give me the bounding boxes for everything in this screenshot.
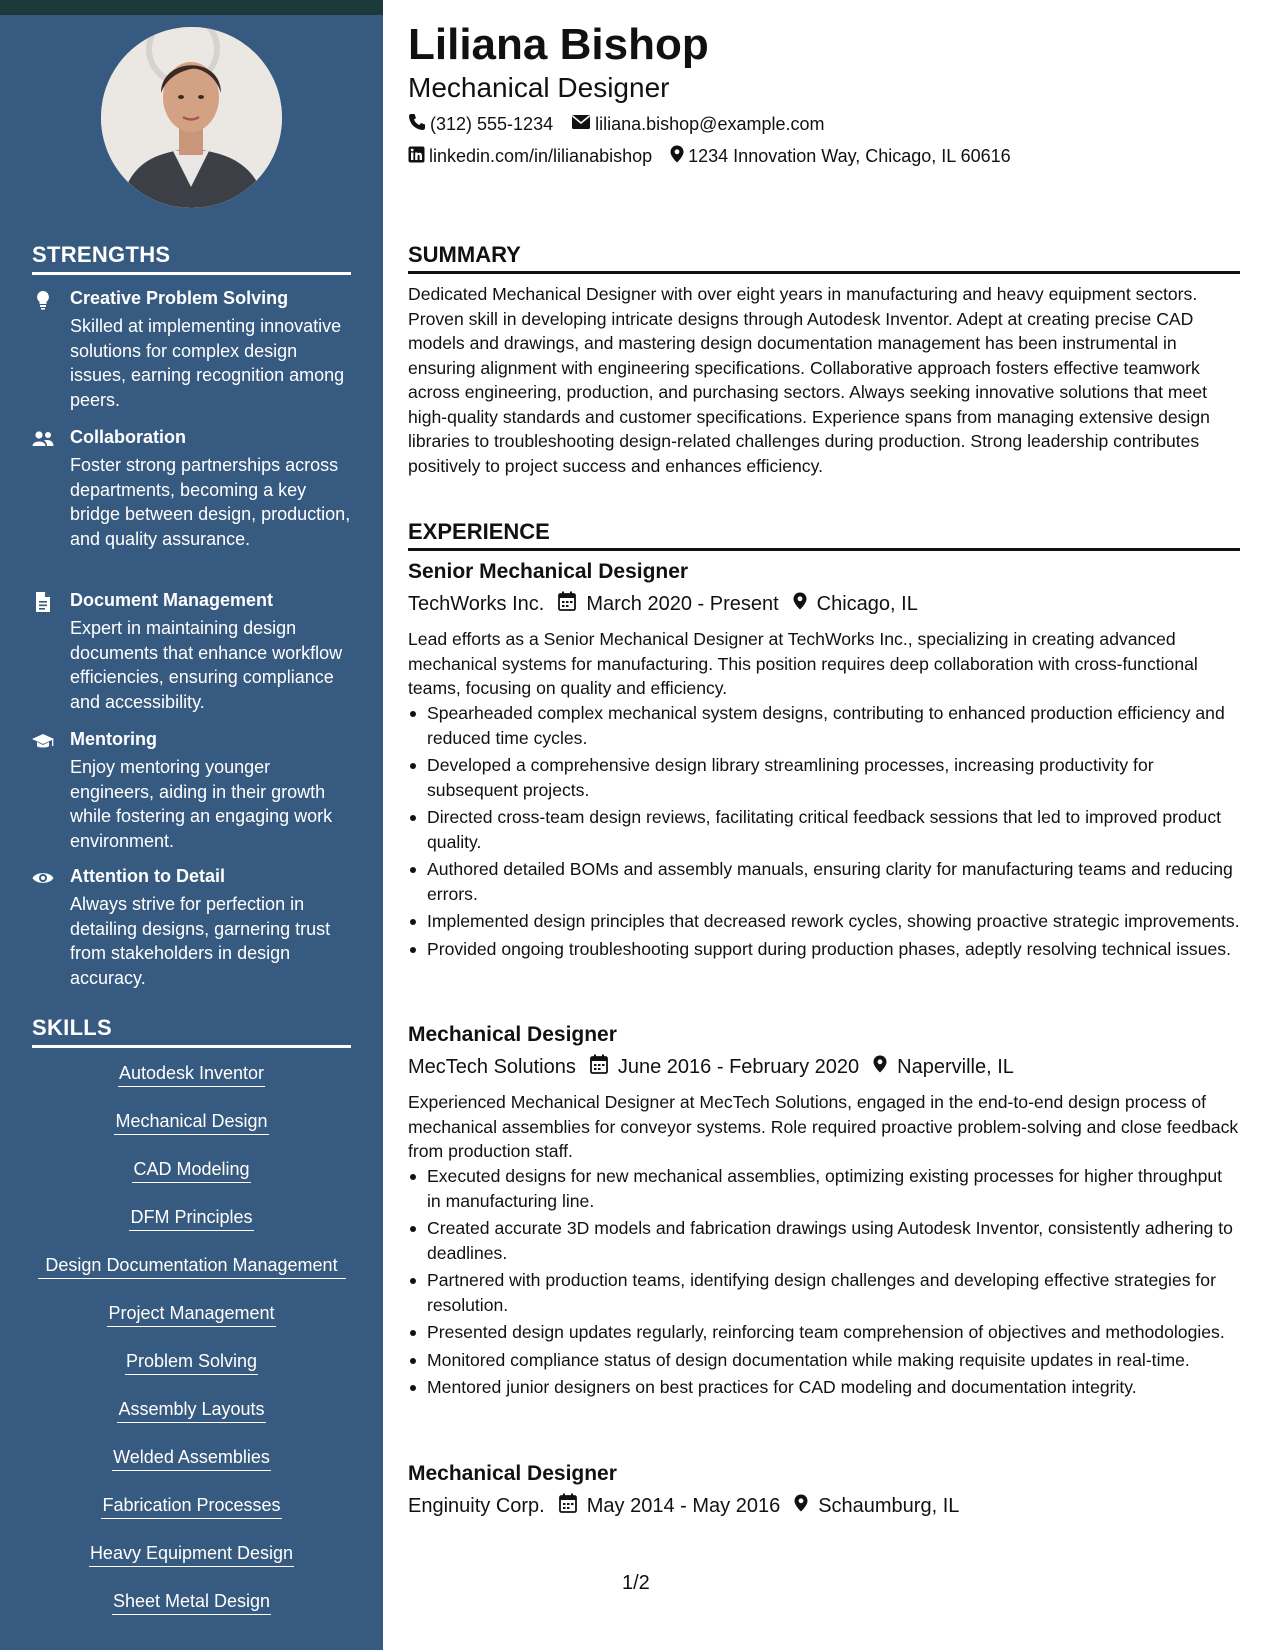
contact-row (408, 113, 824, 136)
linkedin-icon (408, 146, 429, 168)
address: 1234 Innovation Way, Chicago, IL 60616 (688, 146, 1011, 166)
strength-title: Collaboration (70, 427, 186, 447)
calendar-icon (576, 1054, 618, 1080)
job-description: Lead efforts as a Senior Mechanical Designer at TechWorks Inc., specializing in creating advanced mechanical systems for manufacturing. This position requires deep collaboration with cross-functional teams, focusing on quality and efficiency. (408, 629, 1198, 698)
job-meta (408, 591, 918, 617)
skill-tag: Problem Solving (125, 1349, 258, 1375)
strength-desc: Foster strong partnerships across departments, becoming a key bridge between design, production, and quality assurance. (70, 455, 351, 549)
job-bullets (408, 1164, 1240, 1403)
candidate-role: Mechanical Designer (408, 72, 670, 103)
experience-heading: EXPERIENCE (408, 519, 1240, 551)
list-item: Mentored junior designers on best practices for CAD modeling and documentation integrity. (408, 1375, 1240, 1400)
job-location: Naperville, IL (897, 1055, 1014, 1078)
list-item: Provided ongoing troubleshooting support during production phases, adeptly resolving technical issues. (408, 937, 1240, 962)
strength-desc: Expert in maintaining design documents that enhance workflow efficiencies, ensuring compliance and accessibility. (70, 618, 343, 712)
strength-desc: Skilled at implementing innovative solutions for complex design issues, earning recognition among peers. (70, 316, 345, 410)
job-bullets (408, 701, 1240, 964)
document-icon (32, 592, 54, 612)
skill-tag: Fabrication Processes (101, 1493, 281, 1519)
job-description: Experienced Mechanical Designer at MecTech Solutions, engaged in the end-to-end design process of mechanical assemblies for conveyor systems. Role required proactive problem-solving and close feedback from production staff. (408, 1092, 1239, 1161)
list-item: Created accurate 3D models and fabrication drawings using Autodesk Inventor, consistently adhering to deadlines. (408, 1216, 1240, 1265)
skill-tag: Project Management (107, 1301, 275, 1327)
job-title: Mechanical Designer (408, 1023, 617, 1046)
summary-heading: SUMMARY (408, 242, 1240, 274)
job-meta (408, 1054, 1014, 1080)
job-location: Schaumburg, IL (818, 1494, 960, 1517)
phone-number[interactable]: (312) 555-1234 (430, 114, 554, 134)
list-item: Monitored compliance status of design documentation while making requisite updates in real-time. (408, 1348, 1240, 1373)
skill-tag: Design Documentation Management (38, 1253, 346, 1279)
location-pin-icon (779, 592, 817, 616)
strength-title: Attention to Detail (70, 866, 225, 886)
strength-title: Document Management (70, 590, 274, 610)
job-meta (408, 1493, 959, 1519)
calendar-icon (545, 1493, 587, 1519)
skill-tag: Mechanical Design (114, 1109, 268, 1135)
job-title: Senior Mechanical Designer (408, 560, 689, 583)
summary-text: Dedicated Mechanical Designer with over eight years in manufacturing and heavy equipment sectors. Proven skill in developing intricate designs through Autodesk Inventor. Adept at creating precise CAD models and drawings, and mastering design documentation management has been instrumental in ensuring alignment with engineering specifications. Collaborative approach fosters effective teamwork across engineering, production, and purchasing sectors. Always seeking innovative solutions that meet high-quality standards and customer specifications. Experience spans from managing extensive design libraries to troubleshooting design-related challenges during production. Strong leadership contributes positively to project success and enhances efficiency. (408, 284, 1210, 476)
skill-tag: Welded Assemblies (112, 1445, 271, 1471)
sidebar-top-bar (0, 0, 383, 15)
job-title: Mechanical Designer (408, 1462, 617, 1485)
strength-title: Mentoring (70, 729, 157, 749)
list-item: Executed designs for new mechanical assemblies, optimizing existing processes for higher throughput in manufacturing line. (408, 1164, 1240, 1213)
eye-icon (32, 868, 54, 888)
job-dates: May 2014 - May 2016 (586, 1494, 781, 1517)
strength-desc: Enjoy mentoring younger engineers, aiding in their growth while fostering an engaging work environment. (70, 757, 333, 851)
list-item: Developed a comprehensive design library streamlining processes, increasing productivity for subsequent projects. (408, 753, 1240, 802)
location-pin-icon (859, 1055, 897, 1079)
skill-tag: DFM Principles (129, 1205, 253, 1231)
job-dates: June 2016 - February 2020 (617, 1055, 860, 1078)
location-pin-icon (670, 145, 688, 168)
skill-tag: Sheet Metal Design (112, 1589, 271, 1615)
list-item: Directed cross-team design reviews, facilitating critical feedback sessions that led to improved product quality. (408, 805, 1240, 854)
list-item: Authored detailed BOMs and assembly manuals, ensuring clarity for manufacturing teams and reducing errors. (408, 857, 1240, 906)
candidate-name: Liliana Bishop (408, 20, 709, 69)
job-dates: March 2020 - Present (586, 592, 779, 615)
skill-tag: Autodesk Inventor (118, 1061, 265, 1087)
skill-tag: Heavy Equipment Design (89, 1541, 294, 1567)
company: Enginuity Corp. (408, 1494, 545, 1517)
list-item: Presented design updates regularly, reinforcing team comprehension of objectives and methodologies. (408, 1320, 1240, 1345)
list-item: Implemented design principles that decreased rework cycles, showing proactive strategic improvements. (408, 909, 1240, 934)
job-location: Chicago, IL (816, 592, 918, 615)
phone-icon (408, 113, 430, 136)
skill-tag: CAD Modeling (132, 1157, 250, 1183)
page-number: 1/2 (622, 1572, 650, 1594)
company: TechWorks Inc. (408, 592, 545, 615)
email-link[interactable]: liliana.bishop@example.com (595, 114, 825, 134)
sidebar (0, 0, 383, 1650)
list-item: Spearheaded complex mechanical system designs, contributing to enhanced production efficiency and reduced time cycles. (408, 701, 1240, 750)
strength-desc: Always strive for perfection in detailing designs, garnering trust from stakeholders in design accuracy. (70, 894, 331, 988)
company: MecTech Solutions (408, 1055, 576, 1078)
calendar-icon (544, 591, 586, 617)
skills-list (32, 1061, 351, 1615)
graduation-cap-icon (32, 731, 54, 751)
users-icon (32, 429, 54, 449)
strengths-heading: STRENGTHS (32, 242, 351, 275)
strength-title: Creative Problem Solving (70, 288, 289, 308)
profile-photo (101, 27, 282, 208)
location-pin-icon (780, 1494, 818, 1518)
lightbulb-icon (32, 290, 54, 310)
linkedin-link[interactable]: linkedin.com/in/lilianabishop (429, 146, 653, 166)
list-item: Partnered with production teams, identifying design challenges and developing effective strategies for resolution. (408, 1268, 1240, 1317)
contact-row (408, 145, 1011, 168)
skill-tag: Assembly Layouts (117, 1397, 265, 1423)
email-icon (571, 114, 595, 135)
skills-heading: SKILLS (32, 1015, 351, 1048)
